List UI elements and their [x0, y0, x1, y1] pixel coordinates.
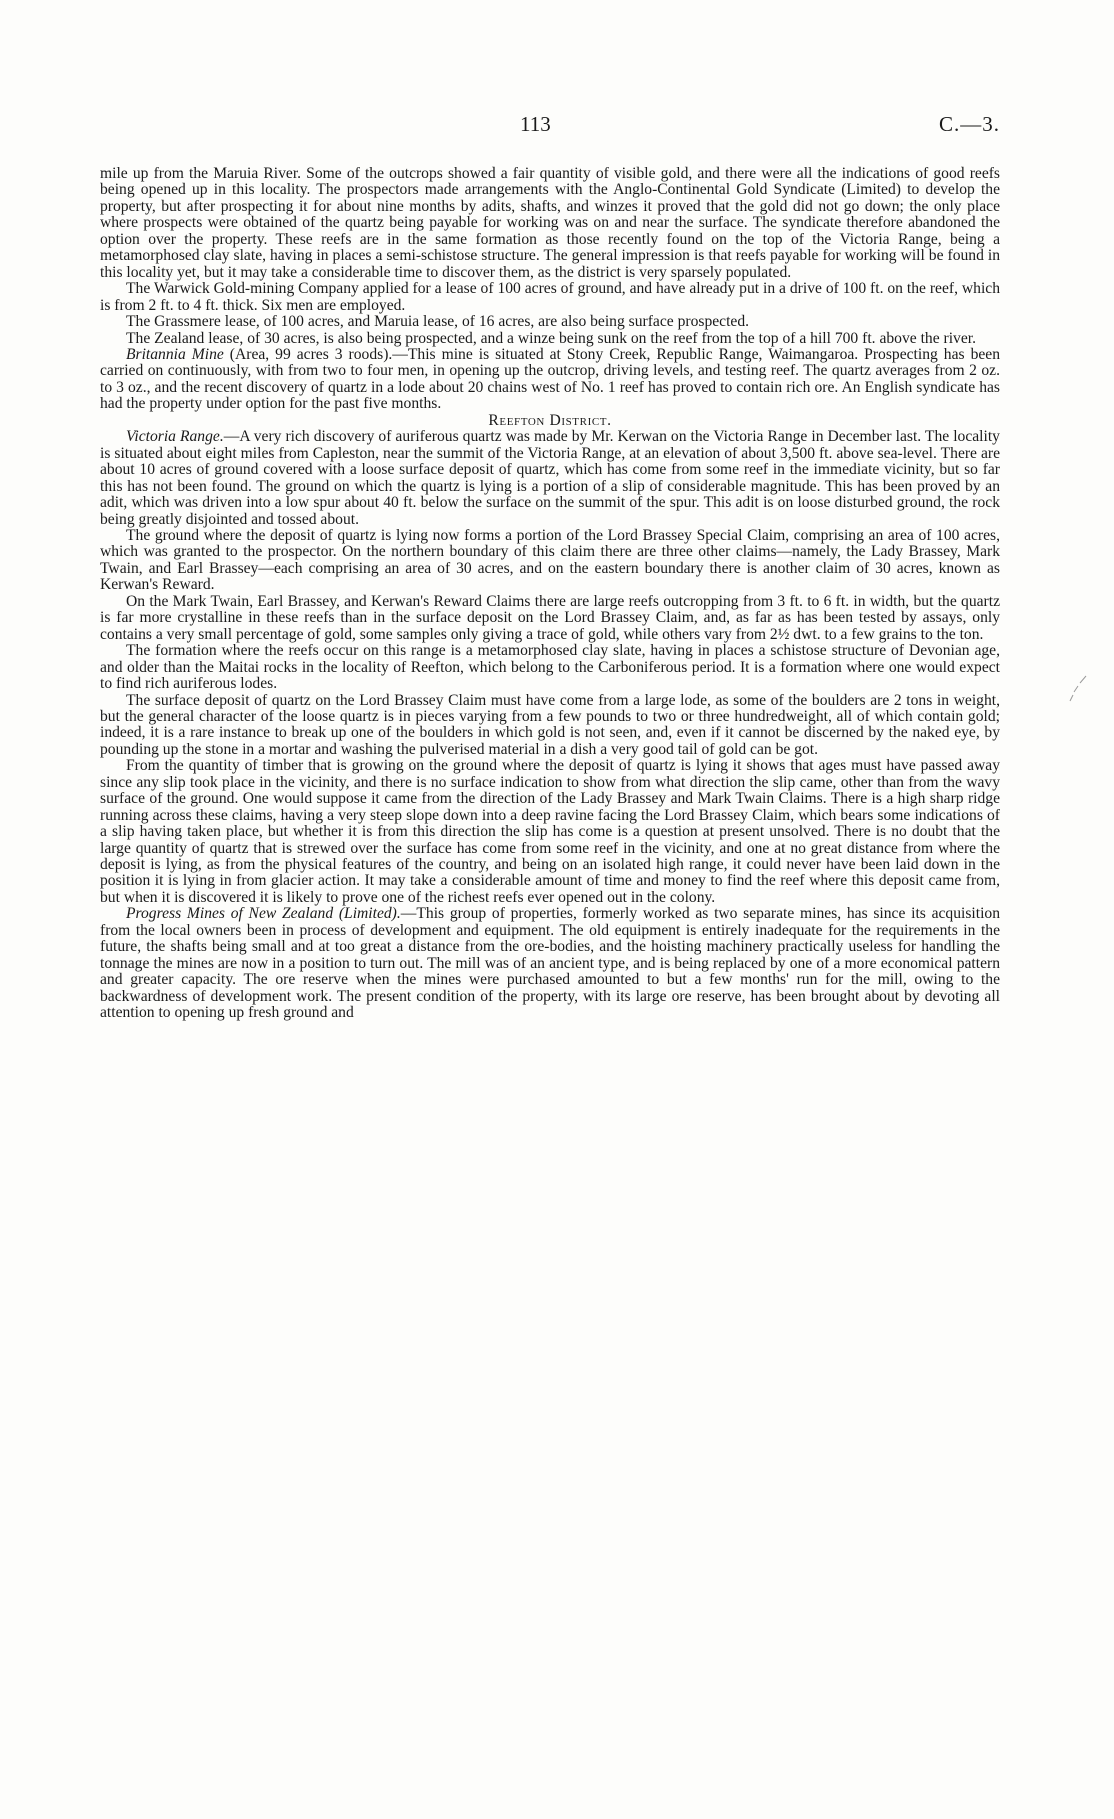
paragraph-formation: The formation where the reefs occur on this range is a metamorphosed clay slate, having in places a schistose structure of Devonian age, and older than the Maitai rocks in the locality of Reefton, which belong to the Carboniferous period. It is a formation where one would expect to find rich auriferous lodes.: [100, 642, 1000, 693]
paragraph-lord-brassey: The ground where the deposit of quartz is lying now forms a portion of the Lord Brassey Special Claim, comprising an area of 100 acres, which was granted to the prospector. On the northern boundary of this claim there are three other claims—namely, the Lady Brassey, Mark Twain, and Earl Brassey—each comprising an area of 30 acres, and on the eastern boundary there is another claim of 30 acres, known as Kerwan's Reward.: [100, 526, 1000, 594]
paragraph-grassmere: The Grassmere lease, of 100 acres, and Maruia lease, of 16 acres, are also being surface prospected.: [126, 313, 750, 331]
paragraph-continuation: mile up from the Maruia River. Some of the outcrops showed a fair quantity of visible gold, and there were all the indications of good reefs being opened up in this locality. The prospectors made arrangements with the Anglo-Continental Gold Syndicate (Limited) to develop the property, but after prospecting it for about nine months by adits, shafts, and winzes it proved that the gold did not go down; the only place where prospects were obtained of the quartz being payable for working was on and near the surface. The syndicate therefore abandoned the option over the property. These reefs are in the same formation as those recently found on the top of the Victoria Range, being a metamorphosed clay slate, having in places a semi-schistose structure. The general impression is that reefs payable for working will be found in this locality yet, but it may take a considerable time to discover them, as the district is very sparsely populated.: [100, 165, 1000, 281]
paragraph-timber: From the quantity of timber that is growing on the ground where the deposit of quartz is lying it shows that ages must have passed away since any slip took place in the vicinity, and there is no surface indication to show from what direction the slip came, other than from the wavy surface of the ground. One would suppose it came from the direction of the Lady Brassey and Mark Twain Claims. There is a high sharp ridge running across these claims, having a very steep slope down into a deep ravine facing the Lord Brassey Claim, which bears some indications of a slip having taken place, but whether it is from this direction the slip has come is a question at present unsolved. There is no doubt that the large quantity of quartz that is strewed over the surface has come from some reef in the vicinity, and one at no great distance from where the deposit is lying, as from the physical features of the country, and being on an isolated high range, it could never have been laid down in the position it is lying in from glacier action. It may take a considerable amount of time and money to find the reef where this deposit came from, but when it is discovered it is likely to prove one of the richest reefs ever opened out in the colony.: [100, 757, 1000, 906]
stray-pen-mark: [1068, 674, 1090, 704]
paragraph-warwick: The Warwick Gold-mining Company applied for a lease of 100 acres of ground, and have already put in a drive of 100 ft. on the reef, which is from 2 ft. to 4 ft. thick. Six men are employed.: [100, 280, 1000, 314]
page-header: [100, 112, 1000, 142]
progress-mines-text: —This group of properties, formerly worked as two separate mines, has since its acquisition from the local owners been in process of development and equipment. The old equipment is entirely inadequate for the requirements in the future, the shafts being small and at too great a distance from the ore-bodies, and the hoisting machinery practically useless for handling the tonnage the mines are now in a position to turn out. The mill was of an ancient type, and is being replaced by one of a more economical pattern and greater capacity. The ore reserve when the mines were purchased amounted to but a few months' run for the mill, owing to the backwardness of development work. The present condition of the property, with its large ore reserve, has been brought about by devoting all attention to opening up fresh ground and: [100, 905, 1000, 1022]
paragraph-britannia: [100, 347, 1000, 413]
britannia-text: (Area, 99 acres 3 roods).—This mine is situated at Stony Creek, Republic Range, Waimangaroa. Prospecting has been carried on continuously, with from two to four men, in opening up the outcrop, driving levels, and testing reef. The quartz averages from 2 oz. to 3 oz., and the recent discovery of quartz in a lode about 20 chains west of No. 1 reef has proved to contain rich ore. An English syndicate has had the property under option for the past five months.: [100, 345, 1001, 413]
victoria-range-text: —A very rich discovery of auriferous quartz was made by Mr. Kerwan on the Victoria Range in December last. The locality is situated about eight miles from Capleston, near the summit of the Victoria Range, at an elevation of about 3,500 ft. above sea-level. There are about 10 acres of ground covered with a loose surface deposit of quartz, which has come from some reef in the immediate vicinity, but so far this has not been found. The ground on which the quartz is lying is a portion of a slip of considerable magnitude. This has been proved by an adit, which was driven into a low spur about 40 ft. below the surface on the summit of the spur. This adit is on loose disturbed ground, the rock being greatly disjointed and tossed about.: [100, 428, 1000, 528]
section-heading-reefton: Reefton District.: [488, 411, 612, 429]
paragraph-surface-deposit: The surface deposit of quartz on the Lord Brassey Claim must have come from a large lode, as some of the boulders are 2 tons in weight, but the general character of the loose quartz is in pieces varying from a few pounds to two or three hundredweight, all of which contain gold; indeed, it is a rare instance to break up one of the boulders in which gold is not seen, and, even if it cannot be discerned by the naked eye, by pounding up the stone in a mortar and washing the pulverised material in a dish a very good tail of gold can be got.: [100, 691, 1000, 758]
document-code: C.—3.: [938, 112, 1000, 136]
victoria-range-lead: Victoria Range.: [126, 428, 224, 446]
paragraph-mark-twain: On the Mark Twain, Earl Brassey, and Kerwan's Reward Claims there are large reefs outcropping from 3 ft. to 6 ft. in width, but the quartz is far more crystalline in these reefs than in the surface deposit on the Lord Brassey Claim, and, as far as has been tested by assays, only contains a very small percentage of gold, some samples only giving a trace of gold, while others vary from 2½ dwt. to a few grains to the ton.: [100, 592, 1000, 643]
paragraph-zealand: The Zealand lease, of 30 acres, is also being prospected, and a winze being sunk on the reef from the top of a hill 700 ft. above the river.: [126, 329, 977, 347]
paragraph-progress-mines: [100, 906, 1000, 1021]
progress-mines-lead: Progress Mines of New Zealand (Limited).: [126, 905, 401, 923]
body-text: [100, 166, 1000, 1022]
page-number: 113: [520, 112, 551, 136]
britannia-lead: Britannia Mine: [126, 345, 224, 363]
paragraph-victoria-range: [100, 429, 1000, 528]
